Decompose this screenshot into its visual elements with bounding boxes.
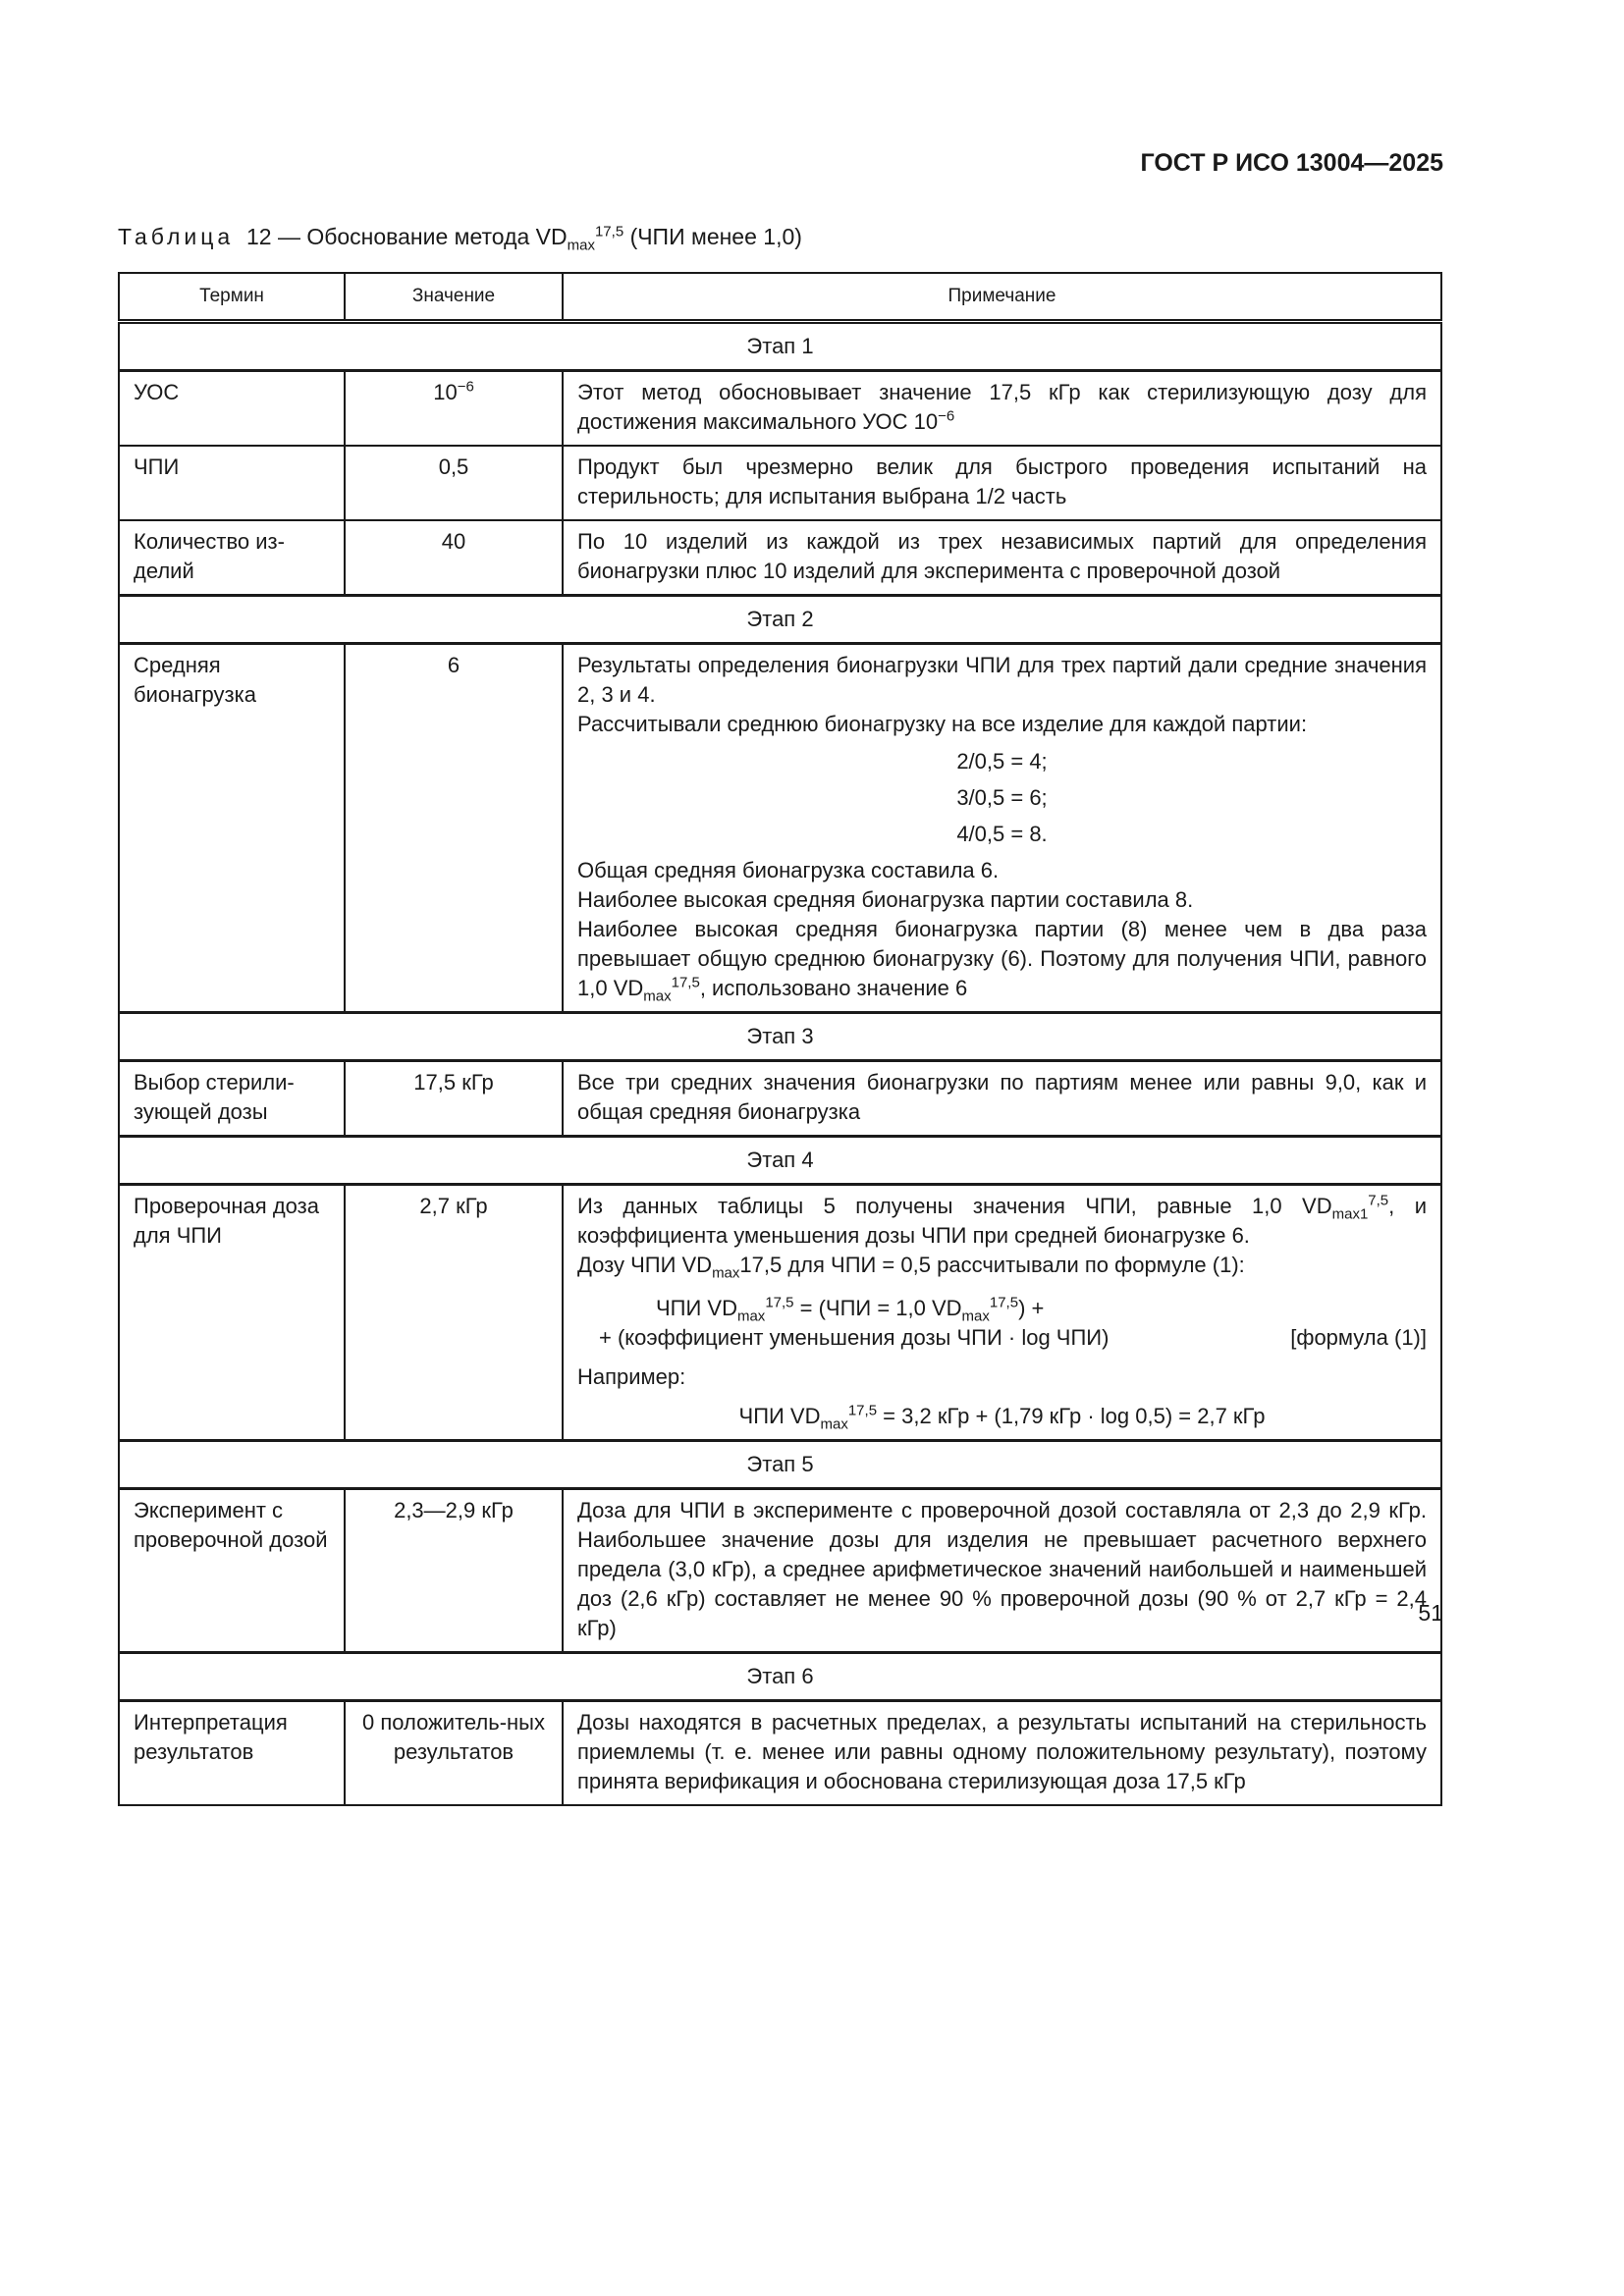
stage-row	[119, 1653, 1441, 1701]
note-line: Например:	[577, 1364, 686, 1389]
term-cell: Средняя бионагрузка	[119, 644, 345, 1013]
stage-row	[119, 1441, 1441, 1489]
justification-table	[118, 272, 1442, 1806]
formula-text: ЧПИ VD	[656, 1296, 737, 1320]
stage-row	[119, 1013, 1441, 1061]
caption-text: 12 — Обоснование метода VD	[245, 224, 568, 249]
note-cell: Доза для ЧПИ в эксперименте с проверочной дозой составляла от 2,3 до 2,9 кГр. Наибольшее значение дозы для изделия не превышает расчетного верхнего предела (3,0 кГр), а среднее арифметическое значений наибольшей и наименьшей доз (2,6 кГр) составляет не менее 90 % проверочной дозы (90 % от 2,7 кГр = 2,4 кГр)	[563, 1489, 1441, 1653]
page-number: 51	[1418, 1600, 1443, 1626]
value-cell: 0,5	[345, 446, 563, 520]
note-cell: Все три средних значения бионагрузки по партиям менее или равны 9,0, как и общая средняя бионагрузка	[563, 1061, 1441, 1137]
note-line	[577, 1192, 1427, 1251]
term-cell: ЧПИ	[119, 446, 345, 520]
formula-text: = 3,2 кГр + (1,79 кГр · log 0,5) = 2,7 кГр	[877, 1404, 1266, 1428]
formula-text: ЧПИ VD	[738, 1404, 821, 1428]
table-header-row	[119, 273, 1441, 322]
caption-sup: 17,5	[594, 223, 624, 240]
note-text: 17,5 для ЧПИ = 0,5 рассчитывали по формуле (1):	[739, 1253, 1245, 1277]
table-row	[119, 1489, 1441, 1653]
note-cell	[563, 371, 1441, 447]
note-exponent: −6	[938, 407, 955, 425]
note-text: Этот метод обосновывает значение 17,5 кГр как стерилизующую дозу для достижения максимального УОС 10	[577, 380, 1427, 434]
value-cell: 2,7 кГр	[345, 1185, 563, 1441]
stage-row	[119, 596, 1441, 644]
subscript: max	[961, 1308, 990, 1325]
note-line: Результаты определения бионагрузки ЧПИ для трех партий дали средние значения 2, 3 и 4.	[577, 653, 1427, 707]
table-row	[119, 371, 1441, 447]
note-line: Наиболее высокая средняя бионагрузка партии составила 8.	[577, 887, 1194, 912]
value-exponent: −6	[457, 378, 474, 396]
table-row	[119, 644, 1441, 1013]
note-cell: Продукт был чрезмерно велик для быстрого проведения испытаний на стерильность; для испытания выбрана 1/2 часть	[563, 446, 1441, 520]
stage-label: Этап 6	[119, 1653, 1441, 1701]
formula-1	[577, 1294, 1427, 1353]
note-cell	[563, 644, 1441, 1013]
caption-prefix: Таблица	[118, 224, 235, 249]
calc-line: 2/0,5 = 4;	[956, 749, 1048, 774]
note-line	[577, 915, 1427, 1003]
term-cell: УОС	[119, 371, 345, 447]
formula-line	[577, 1323, 1427, 1353]
caption-suffix: (ЧПИ менее 1,0)	[629, 224, 802, 249]
stage-label: Этап 4	[119, 1137, 1441, 1185]
note-line: Рассчитывали среднюю бионагрузку на все изделие для каждой партии:	[577, 712, 1308, 736]
superscript: 17,5	[671, 974, 700, 991]
formula-text: = (ЧПИ = 1,0 VD	[793, 1296, 962, 1320]
note-text: Из данных таблицы 5 получены значения ЧПИ, равные 1,0 VD	[577, 1194, 1332, 1218]
stage-row	[119, 322, 1441, 371]
term-cell: Эксперимент с проверочной дозой	[119, 1489, 345, 1653]
stage-row	[119, 1137, 1441, 1185]
term-cell: Интерпретация результатов	[119, 1701, 345, 1806]
note-line: Общая средняя бионагрузка составила 6.	[577, 858, 1000, 882]
table-row	[119, 1185, 1441, 1441]
subscript: max	[736, 1308, 766, 1325]
value-text: 10	[433, 380, 458, 404]
table-row	[119, 520, 1441, 596]
stage-label: Этап 1	[119, 322, 1441, 371]
term-cell: Проверочная доза для ЧПИ	[119, 1185, 345, 1441]
note-text: , и коэффициента уменьшения дозы ЧПИ при средней бионагрузке 6.	[577, 1194, 1427, 1248]
table-row	[119, 1701, 1441, 1806]
subscript: max	[643, 988, 672, 1005]
stage-label: Этап 2	[119, 596, 1441, 644]
table-caption	[118, 223, 802, 254]
example-formula	[577, 1402, 1427, 1431]
subscript: max	[712, 1264, 740, 1282]
value-cell: 6	[345, 644, 563, 1013]
value-cell	[345, 371, 563, 447]
stage-label: Этап 3	[119, 1013, 1441, 1061]
column-header-value: Значение	[345, 273, 563, 322]
term-cell: Количество из-делий	[119, 520, 345, 596]
formula-text: ) +	[1018, 1296, 1045, 1320]
superscript: 17,5	[989, 1294, 1019, 1311]
formula-line	[577, 1294, 1427, 1323]
column-header-note: Примечание	[563, 273, 1441, 322]
column-header-term: Термин	[119, 273, 345, 322]
note-cell	[563, 1185, 1441, 1441]
note-text: Дозу ЧПИ VD	[577, 1253, 713, 1277]
formula-label: [формула (1)]	[1290, 1325, 1427, 1350]
term-cell: Выбор стерили-зующей дозы	[119, 1061, 345, 1137]
superscript: 17,5	[765, 1294, 794, 1311]
note-cell: Дозы находятся в расчетных пределах, а результаты испытаний на стерильность приемлемы (т. е. менее или равны одному положительному результату), поэтому принята верификация и обоснована стерилизующая доза 17,5 кГр	[563, 1701, 1441, 1806]
calc-line: 3/0,5 = 6;	[956, 785, 1048, 810]
superscript: 17,5	[847, 1402, 878, 1419]
table-row	[119, 446, 1441, 520]
calc-line: 4/0,5 = 8.	[956, 822, 1048, 846]
note-line	[577, 1251, 1427, 1280]
value-cell: 40	[345, 520, 563, 596]
value-cell: 17,5 кГр	[345, 1061, 563, 1137]
formula-text: + (коэффициент уменьшения дозы ЧПИ · log ЧПИ)	[599, 1325, 1110, 1350]
note-text: , использовано значение 6	[699, 976, 968, 1000]
caption-sub: max	[567, 237, 595, 254]
table-row	[119, 1061, 1441, 1137]
stage-label: Этап 5	[119, 1441, 1441, 1489]
note-cell: По 10 изделий из каждой из трех независимых партий для определения бионагрузки плюс 10 изделий для эксперимента с проверочной дозой	[563, 520, 1441, 596]
value-cell: 0 положитель-ных результатов	[345, 1701, 563, 1806]
document-header: ГОСТ Р ИСО 13004—2025	[1140, 149, 1443, 177]
superscript: 7,5	[1368, 1192, 1389, 1209]
subscript: max	[820, 1415, 848, 1433]
subscript: max1	[1331, 1205, 1369, 1223]
note-text: Наиболее высокая средняя бионагрузка партии (8) менее чем в два раза превышает общую среднюю бионагрузку (6). Поэтому для получения ЧПИ, равного 1,0 VD	[577, 917, 1427, 1000]
value-cell: 2,3—2,9 кГр	[345, 1489, 563, 1653]
